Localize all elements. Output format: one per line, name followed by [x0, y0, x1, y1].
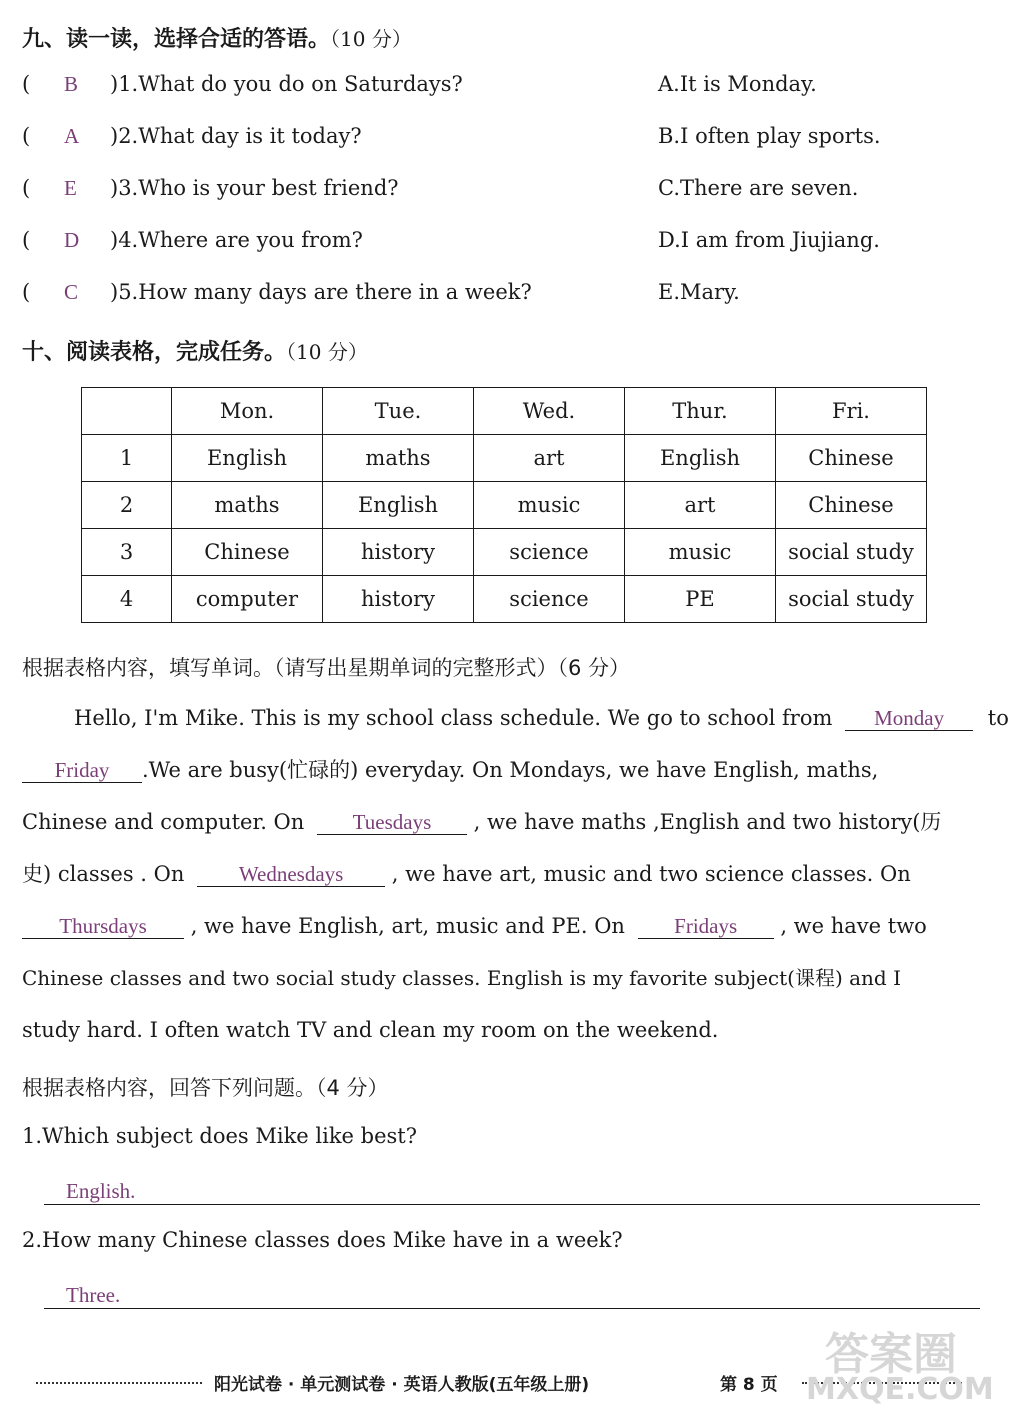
period-cell: 4	[82, 576, 172, 623]
answer-line-1[interactable]	[44, 1174, 980, 1205]
passage	[22, 692, 1009, 1056]
table-header-cell	[82, 388, 172, 435]
passage-line-5: Thursdays , we have English, art, music and PE. On Fridays , we have two	[22, 900, 982, 952]
option-text: A.It is Monday.	[658, 72, 817, 96]
table-row	[82, 576, 927, 623]
question-1: 1.Which subject does Mike like best?	[22, 1124, 418, 1148]
matching-item	[0, 176, 1000, 206]
matching-item	[0, 280, 1000, 310]
answer-letter[interactable]: B	[64, 72, 79, 96]
table-header-cell: Mon.	[172, 388, 323, 435]
open-paren: (	[22, 72, 31, 96]
table-header-row	[82, 388, 927, 435]
period-cell: 1	[82, 435, 172, 482]
table-cell: music	[474, 482, 625, 529]
passage-line-1: Hello, I'm Mike. This is my school class schedule. We go to school from Monday to	[74, 706, 1009, 730]
matching-item	[0, 72, 1000, 102]
table-row	[82, 435, 927, 482]
answer-2: Three.	[66, 1283, 121, 1307]
period-cell: 3	[82, 529, 172, 576]
blank-2[interactable]: Friday	[22, 758, 142, 783]
matching-item	[0, 228, 1000, 258]
table-header-cell: Tue.	[323, 388, 474, 435]
table-cell: English	[172, 435, 323, 482]
points-text: （10 分）	[286, 340, 368, 364]
passage-line-4: 史) classes . On Wednesdays , we have art, music and two science classes. On	[22, 862, 911, 886]
points-text: （10 分）	[330, 27, 412, 51]
table-header-cell: Wed.	[474, 388, 625, 435]
table-cell: history	[323, 529, 474, 576]
answer-1: English.	[66, 1179, 136, 1203]
table-row	[82, 529, 927, 576]
table-row	[82, 482, 927, 529]
table-header-cell: Fri.	[776, 388, 927, 435]
period-cell: 2	[82, 482, 172, 529]
question-text: )1.What do you do on Saturdays?	[110, 72, 463, 96]
option-text: B.I often play sports.	[658, 124, 881, 148]
answer-letter[interactable]: C	[64, 280, 79, 304]
passage-line-2: Friday .We are busy(忙碌的) everyday. On Mondays, we have English, maths,	[22, 744, 982, 796]
passage-line-3: Chinese and computer. On Tuesdays , we have maths ,English and two history(历	[22, 810, 942, 834]
table-cell: social study	[776, 576, 927, 623]
answer-line-2[interactable]	[44, 1278, 980, 1309]
table-cell: science	[474, 576, 625, 623]
open-paren: (	[22, 280, 31, 304]
heading-text: 十、阅读表格，完成任务。	[22, 340, 287, 365]
open-paren: (	[22, 124, 31, 148]
watermark-logo-text: 答案圈	[825, 1329, 957, 1380]
matching-item	[0, 124, 1000, 154]
answer-letter[interactable]: A	[64, 124, 80, 148]
table-cell: history	[323, 576, 474, 623]
answer-letter[interactable]: E	[64, 176, 77, 200]
footer-dots-left	[36, 1382, 202, 1384]
task-1-instruction: 根据表格内容，填写单词。（请写出星期单词的完整形式）（6 分）	[22, 656, 631, 680]
option-text: D.I am from Jiujiang.	[658, 228, 880, 252]
table-cell: English	[625, 435, 776, 482]
table-cell: science	[474, 529, 625, 576]
heading-text: 九、读一读，选择合适的答语。	[22, 27, 331, 52]
blank-4[interactable]: Wednesdays	[197, 862, 385, 887]
option-text: C.There are seven.	[658, 176, 859, 200]
table-cell: English	[323, 482, 474, 529]
option-text: E.Mary.	[658, 280, 740, 304]
question-text: )4.Where are you from?	[110, 228, 363, 252]
table-cell: Chinese	[776, 435, 927, 482]
footer-text: 阳光试卷 · 单元测试卷 · 英语人教版(五年级上册)	[214, 1375, 590, 1395]
table-cell: maths	[323, 435, 474, 482]
blank-3[interactable]: Tuesdays	[317, 810, 467, 835]
open-paren: (	[22, 176, 31, 200]
passage-line-6: Chinese classes and two social study classes. English is my favorite subject(课程) and I	[22, 966, 901, 990]
passage-line-7: study hard. I often watch TV and clean my room on the weekend.	[22, 1018, 719, 1042]
blank-6[interactable]: Fridays	[638, 914, 774, 939]
table-cell: Chinese	[172, 529, 323, 576]
table-cell: PE	[625, 576, 776, 623]
table-cell: maths	[172, 482, 323, 529]
blank-5[interactable]: Thursdays	[22, 914, 184, 939]
blank-1[interactable]: Monday	[845, 706, 973, 731]
watermark-url: MXQE.COM	[806, 1372, 994, 1407]
question-text: )5.How many days are there in a week?	[110, 280, 532, 304]
answer-letter[interactable]: D	[64, 228, 80, 252]
page-number: 第 8 页	[720, 1375, 778, 1395]
table-header-cell: Thur.	[625, 388, 776, 435]
table-cell: art	[625, 482, 776, 529]
schedule-table	[81, 387, 927, 623]
task-2-instruction: 根据表格内容，回答下列问题。（4 分）	[22, 1076, 389, 1100]
table-cell: music	[625, 529, 776, 576]
table-cell: computer	[172, 576, 323, 623]
section-10-heading	[22, 335, 368, 366]
section-9-heading	[22, 22, 412, 53]
open-paren: (	[22, 228, 31, 252]
table-cell: Chinese	[776, 482, 927, 529]
question-text: )2.What day is it today?	[110, 124, 362, 148]
table-cell: social study	[776, 529, 927, 576]
table-cell: art	[474, 435, 625, 482]
question-text: )3.Who is your best friend?	[110, 176, 399, 200]
question-2: 2.How many Chinese classes does Mike have in a week?	[22, 1228, 623, 1252]
